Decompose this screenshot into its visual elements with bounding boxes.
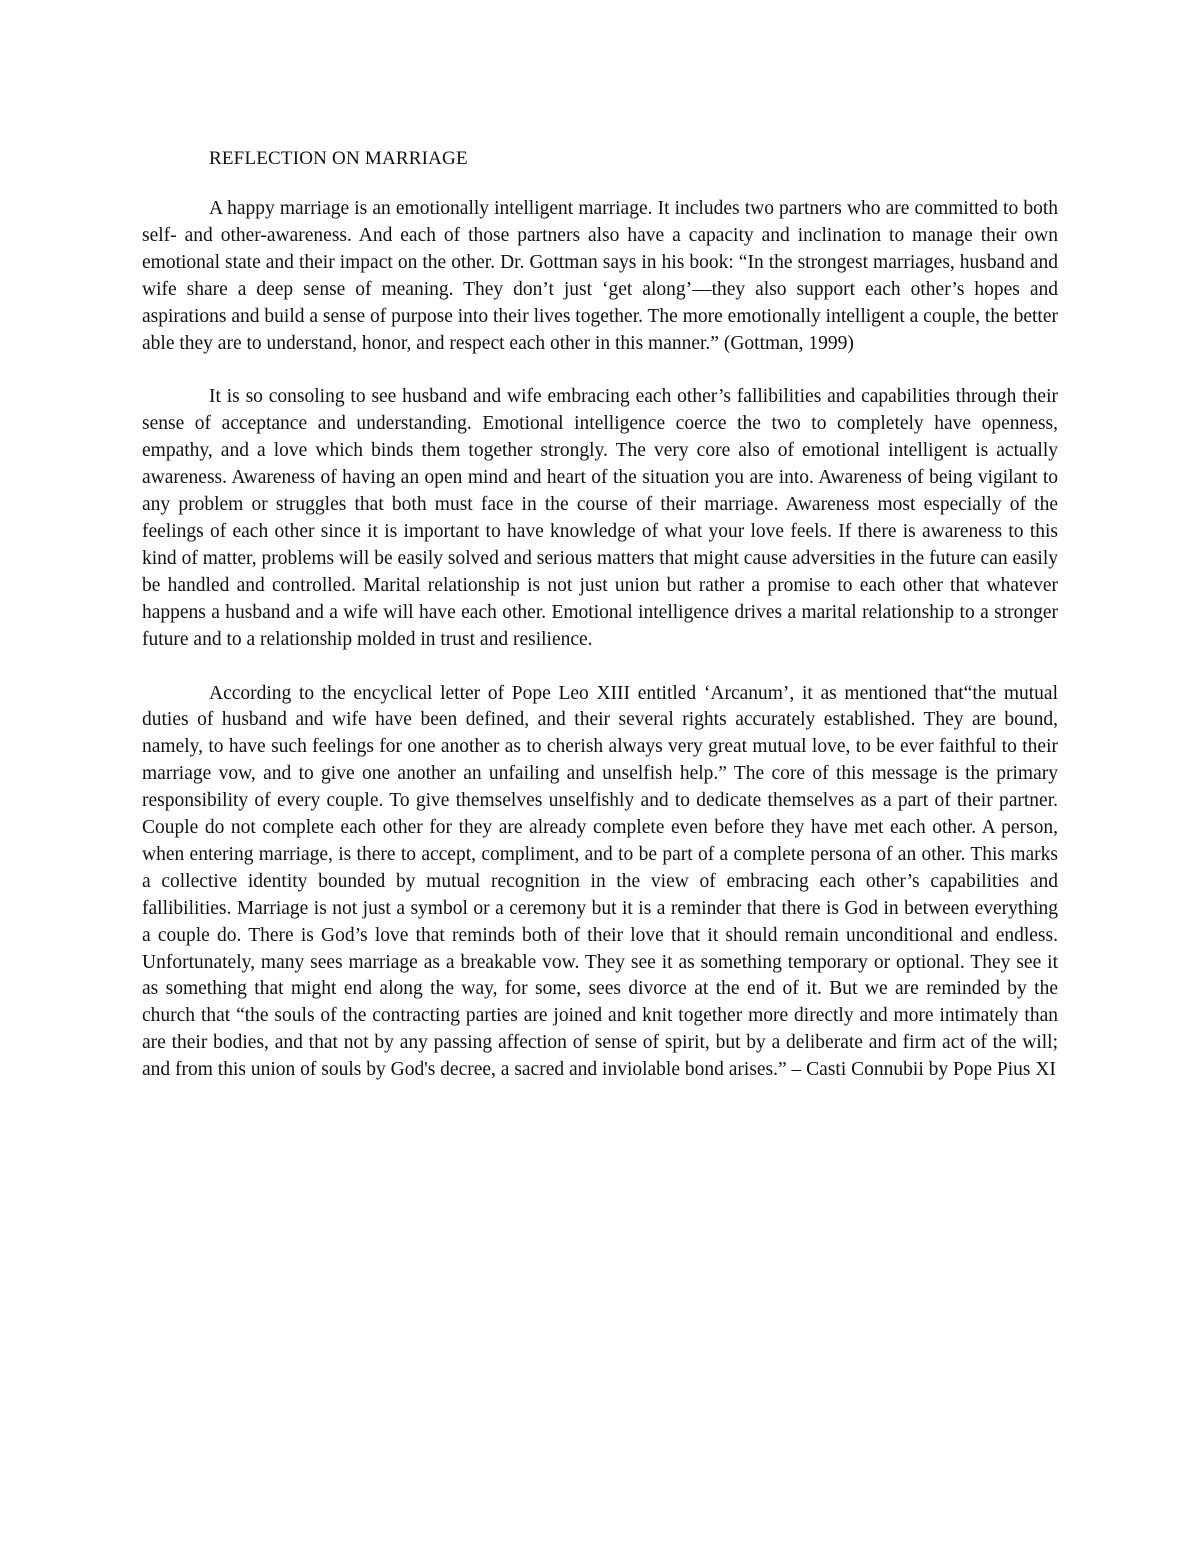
document-body: [142, 146, 1058, 1111]
paragraph-1: A happy marriage is an emotionally intelligent marriage. It includes two partners who are committed to both self- and other-awareness. And each of those partners also have a capacity and inclination to manage their own emotional state and their impact on the other. Dr. Gottman says in his book: “In the strongest marriages, husband and wife share a deep sense of meaning. They don’t just ‘get along’—they also support each other’s hopes and aspirations and build a sense of purpose into their lives together. The more emotionally intelligent a couple, the better able they are to understand, honor, and respect each other in this manner.” (Gottman, 1999): [142, 198, 1058, 354]
paragraph-2: It is so consoling to see husband and wife embracing each other’s fallibilities and capabilities through their sense of acceptance and understanding. Emotional intelligence coerce the two to completely have openness, empathy, and a love which binds them together strongly. The very core also of emotional intelligent is actually awareness. Awareness of having an open mind and heart of the situation you are into. Awareness of being vigilant to any problem or struggles that both must face in the course of their marriage. Awareness most especially of the feelings of each other since it is important to have knowledge of what your love feels. If there is awareness to this kind of matter, problems will be easily solved and serious matters that might cause adversities in the future can easily be handled and controlled. Marital relationship is not just union but rather a promise to each other that whatever happens a husband and a wife will have each other. Emotional intelligence drives a marital relationship to a stronger future and to a relationship molded in trust and resilience.: [142, 386, 1058, 650]
paragraph-3: According to the encyclical letter of Pope Leo XIII entitled ‘Arcanum’, it as mentioned that“the mutual duties of husband and wife have been defined, and their several rights accurately established. They are bound, namely, to have such feelings for one another as to cherish always very great mutual love, to be ever faithful to their marriage vow, and to give one another an unfailing and unselfish help.” The core of this message is the primary responsibility of every couple. To give themselves unselfishly and to dedicate themselves as a part of their partner. Couple do not complete each other for they are already complete even before they have met each other. A person, when entering marriage, is there to accept, compliment, and to be part of a complete persona of an other. This marks a collective identity bounded by mutual recognition in the view of embracing each other’s capabilities and fallibilities. Marriage is not just a symbol or a ceremony but it is a reminder that there is God in between everything a couple do. There is God’s love that reminds both of their love that it should remain unconditional and endless. Unfortunately, many sees marriage as a breakable vow. They see it as something temporary or optional. They see it as something that might end along the way, for some, sees divorce at the end of it. But we are reminded by the church that “the souls of the contracting parties are joined and knit together more directly and more intimately than are their bodies, and that not by any passing affection of sense of spirit, but by a deliberate and firm act of the will; and from this union of souls by God's decree, a sacred and inviolable bond arises.” – Casti Connubii by Pope Pius XI: [142, 682, 1058, 1081]
document-title: REFLECTION ON MARRIAGE: [209, 148, 468, 169]
